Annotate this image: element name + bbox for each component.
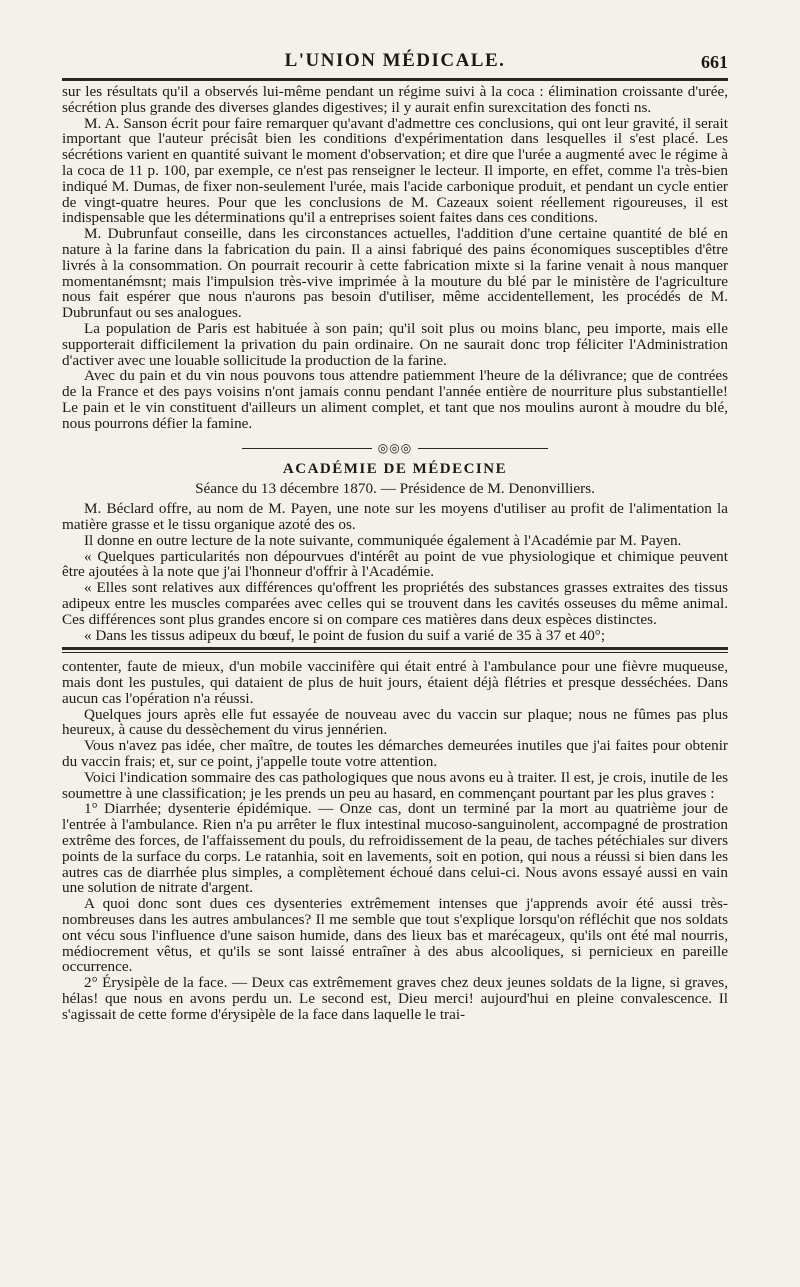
feuilleton-column xyxy=(62,659,728,1022)
page-number: 661 xyxy=(701,52,728,72)
paragraph: A quoi donc sont dues ces dysenteries extrêmement intenses que j'apprends avoir été aussi très-nombreuses dans les autres ambulances? Il me semble que tout s'explique lorsqu'on réfléchit que nos soldats ont vécu sous l'influence d'une saison humide, dans des lieux bas et marécageux, qu'ils ont été mal nourris, médiocrement vêtus, et qu'ils se sont laissé entraîner à des abus alcooliques, si pernicieux en pareille occurrence. xyxy=(62,895,728,976)
paragraph: 1° Diarrhée; dysenterie épidémique. — Onze cas, dont un terminé par la mort au quatrième jour de l'entrée à l'ambulance. Rien n'a pu arrêter le flux intestinal mucoso-sanguinolent, accompagné de prostration extrême des forces, de l'affaissement du pouls, du refroidissement de la peau, de taches pétéchiales sur divers points de la surface du corps. Le ratanhia, soit en lavements, soit en potion, qui nous a réussi si bien dans les autres cas de diarrhée plus simples, a complètement échoué dans celui-ci. Nous avons essayé aussi en vain une solution de nitrate d'argent. xyxy=(62,800,728,897)
upper-column xyxy=(62,84,728,643)
paragraph: Voici l'indication sommaire des cas pathologiques que nous avons eu à traiter. Il est, je crois, inutile de les soumettre à une classification; je les prends un peu au hasard, en commençant pourtant par les plus graves : xyxy=(62,768,728,802)
section-title: ACADÉMIE DE MÉDECINE xyxy=(282,460,508,477)
paragraph: Il donne en outre lecture de la note suivante, communiquée également à l'Académie par M. Payen. xyxy=(84,531,682,549)
paragraph: Avec du pain et du vin nous pouvons tous attendre patiemment l'heure de la délivrance; que de contrées de la France et des pays voisins n'ont jamais connu pendant l'année entière de nourriture plus substantielle! Le pain et le vin constituent d'ailleurs un aliment complet, et tant que nos moulins auront à moudre du blé, nous pourrons défier la famine. xyxy=(62,367,728,432)
feuilleton-divider xyxy=(62,647,728,653)
paragraph: M. Dubrunfaut conseille, dans les circonstances actuelles, l'addition d'une certaine quantité de blé en nature à la farine dans la fabrication du pain. Il a ainsi fabriqué des pains économiques susceptibles d'être livrés à la consommation. On pourrait recourir à cette fabrication mixte si la farine venait à nous manquer momentanémsnt; mais l'impulsion très-vive imprimée à la mouture du blé par le ministère de l'agriculture nous fait espérer que nous n'aurons pas besoin d'utiliser, même accidentellement, les procédés de M. Dubrunfaut ou ses analogues. xyxy=(62,225,728,322)
running-title: L'UNION MÉDICALE. xyxy=(284,50,506,71)
ornament-glyph: ◎◎◎ xyxy=(377,440,413,455)
paragraph: « Elles sont relatives aux différences qu'offrent les propriétés des substances grasses extraites des tissus adipeux entre les muscles comparées avec celles qui se trouvent dans les cavités osseuses du même animal. Ces différences sont plus grandes encore si on compare ces matières dans deux espèces distinctes. xyxy=(62,579,728,628)
paragraph: La population de Paris est habituée à son pain; qu'il soit plus ou moins blanc, peu importe, mais elle supporterait difficilement la privation du pain ordinaire. On ne saurait donc trop féliciter l'Administration d'activer avec une louable sollicitude la production de la farine. xyxy=(62,319,728,369)
ornament-rule-left xyxy=(242,448,372,449)
paragraph: Vous n'avez pas idée, cher maître, de toutes les démarches demeurées inutiles que j'ai faites pour obtenir du vaccin frais; et, sur ce point, j'appelle toute votre attention. xyxy=(62,737,728,771)
page-header xyxy=(62,48,728,78)
paragraph: contenter, faute de mieux, d'un mobile vaccinifère qui était entré à l'ambulance pour une fièvre muqueuse, mais dont les pustules, qui dataient de plus de huit jours, étaient déjà flétries et presque desséchées. Dans aucun cas l'opération n'a réussi. xyxy=(62,658,728,707)
page xyxy=(62,48,728,1023)
paragraph: 2° Érysipèle de la face. — Deux cas extrêmement graves chez deux jeunes soldats de la ligne, si graves, hélas! que nous en avons perdu un. Le second est, Dieu merci! aujourd'hui en pleine convalescence. Il s'agissait de cette forme d'érysipèle de la face dans laquelle le trai- xyxy=(62,974,728,1023)
paragraph: « Quelques particularités non dépourvues d'intérêt au point de vue physiologique et chimique peuvent être ajoutées à la note que j'ai l'honneur d'offrir à l'Académie. xyxy=(62,547,728,581)
paragraph: M. Béclard offre, au nom de M. Payen, une note sur les moyens d'utiliser au profit de l'alimentation la matière grasse et le tissu organique azoté des os. xyxy=(62,500,728,533)
paragraph: sur les résultats qu'il a observés lui-même pendant un régime suivi à la coca : élimination croissante d'urée, sécrétion plus grande des diverses glandes digestives; il y aurait enfin surexcitation des foncti ns. xyxy=(62,83,728,116)
paragraph: Quelques jours après elle fut essayée de nouveau avec du vaccin sur plaque; nous ne fûmes pas plus heureux, à cause du dessèchement du virus jennérien. xyxy=(62,705,728,739)
session-line: Séance du 13 décembre 1870. — Présidence de M. Denonvilliers. xyxy=(195,480,595,498)
paragraph: M. A. Sanson écrit pour faire remarquer qu'avant d'admettre ces conclusions, qui ont leur gravité, il serait important que l'auteur précisât bien les conditions d'expérimentation dans lesquelles il s'est placé. Les sécrétions varient en quantité suivant le moment d'observation; et dire que l'urée a augmenté avec le régime à la coca de 11 p. 100, par exemple, ce n'est pas renseigner le lecteur. Il importe, en effet, comme l'a très-bien indiqué M. Dumas, de fixer non-seulement l'urée, mais l'acide carbonique produit, et pendant un cycle entier de vingt-quatre heures. Pour que les conclusions de M. Cazeaux soient réellement rigoureuses, il est indispensable que les déterminations qu'il a entreprises soient faites dans ces conditions. xyxy=(62,114,728,227)
section-ornament xyxy=(62,442,728,456)
ornament-rule-right xyxy=(418,448,548,449)
paragraph: « Dans les tissus adipeux du bœuf, le point de fusion du suif a varié de 35 à 37 et 40°; xyxy=(84,626,606,644)
header-rule xyxy=(62,78,728,81)
